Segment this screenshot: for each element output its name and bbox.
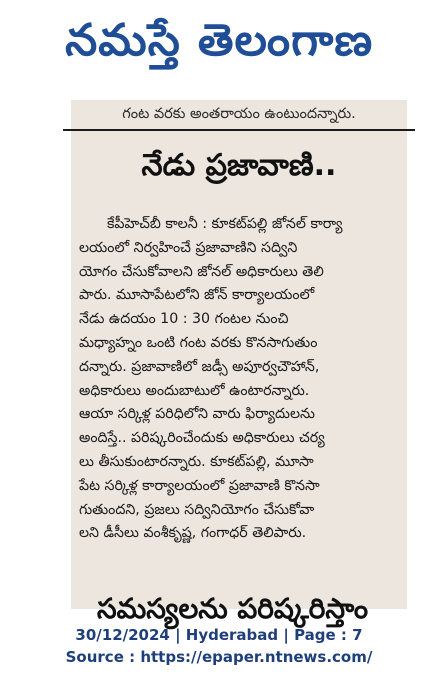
article-body xyxy=(79,213,399,546)
body-line: అధికారులు అందుబాటులో ఉంటారన్నారు. xyxy=(79,382,310,399)
masthead xyxy=(0,0,438,92)
dateline: 30/12/2024 | Hyderabad | Page : 7 xyxy=(75,626,363,644)
body-line: పారు. మూసాపేటలోని జోన్ కార్యాలయంలో xyxy=(79,287,315,304)
article-headline: నేడు ప్రజావాణి.. xyxy=(141,148,337,183)
previous-article-tail: గంట వరకు అంతరాయం ఉంటుందన్నారు. xyxy=(122,106,356,122)
body-line: గుతుందని, ప్రజలు సద్వినియోగం చేసుకోవా xyxy=(79,501,315,518)
next-article-headline-cutoff xyxy=(71,592,407,625)
next-article-headline: సమస్యలను పరిష్కరిస్తాం xyxy=(97,592,369,625)
article-clipping xyxy=(71,100,407,625)
body-line: పేట సర్కిళ్ల కార్యాలయంలో ప్రజావాణి కొనసా xyxy=(79,477,320,494)
body-line: దన్నారు. ప్రజావాణిలో జడ్సీ అపూర్వచౌహాన్, xyxy=(79,358,320,375)
body-line: లయంలో నిర్వహించే ప్రజావాణిని సద్విని xyxy=(79,239,298,256)
source-line: Source : https://epaper.ntnews.com/ xyxy=(65,648,373,666)
body-line: అందిస్తే.. పరిష్కరించేందుకు అధికారులు చర్య xyxy=(79,430,325,447)
body-line: లని డీసీలు వంశీకృష్ణ, గంగాధర్ తెలిపారు. xyxy=(79,525,307,542)
body-line: యోగం చేసుకోవాలని జోనల్ అధికారులు తెలి xyxy=(79,263,324,280)
body-line: నేడు ఉదయం 10 : 30 గంటల నుంచి xyxy=(79,311,289,328)
body-line: ఆయా సర్కిళ్ల పరిధిలోని వారు ఫిర్యాదులను xyxy=(79,406,315,423)
newspaper-logo: నమస్తే తెలంగాణ xyxy=(64,15,374,66)
body-line: లు తీసుకుంటారన్నారు. కూకట్‌పల్లి, మూసా xyxy=(79,453,314,470)
body-line: కేపీహెచ్‌బీ కాలనీ : కూకట్‌పల్లి జోనల్ కార్యా xyxy=(107,216,343,232)
body-line: మధ్యాహ్నం ఒంటి గంట వరకు కొనసాగుతుం xyxy=(79,334,318,351)
footer xyxy=(0,624,438,668)
article-divider xyxy=(63,129,415,131)
